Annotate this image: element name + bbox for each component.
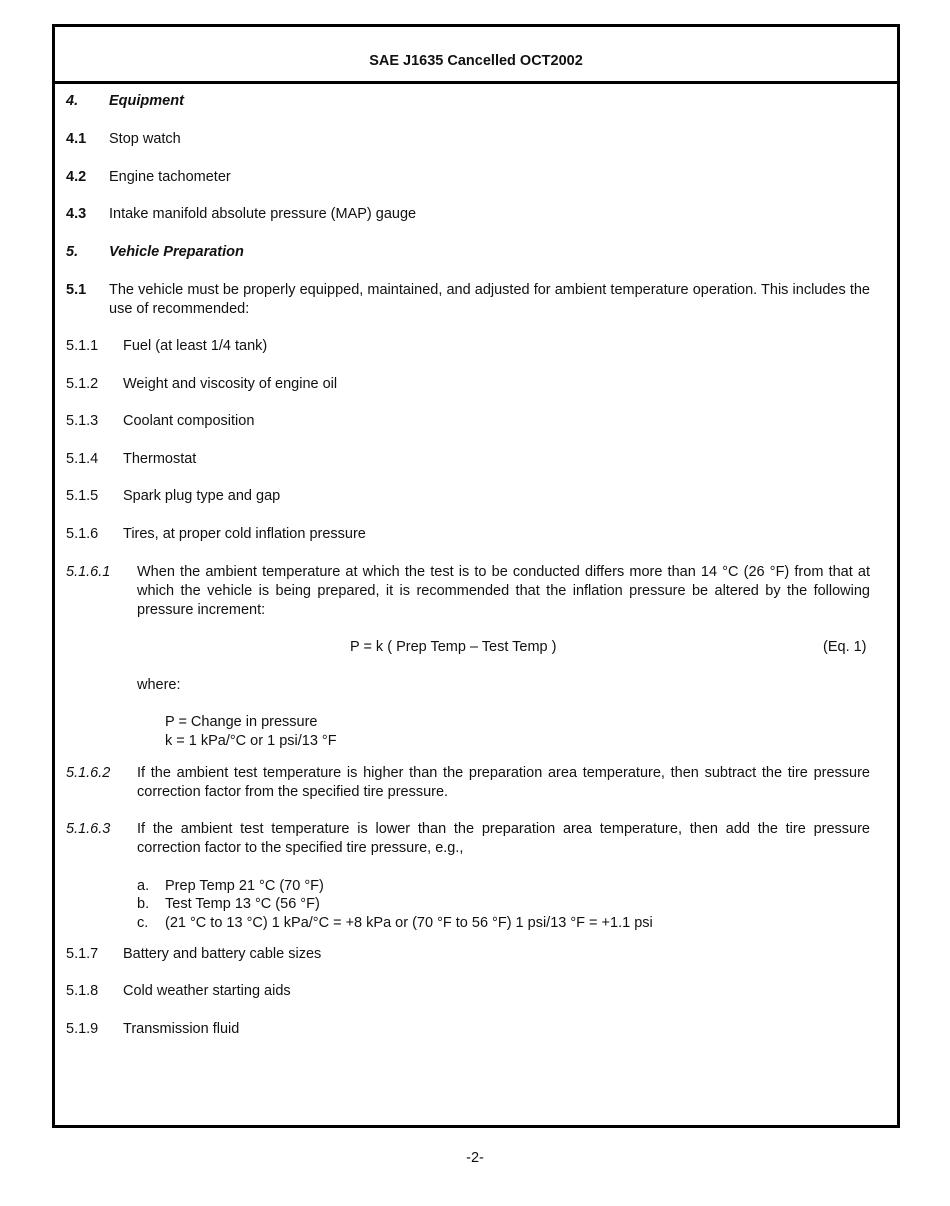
item-5-1-5-number: 5.1.5 [66, 488, 99, 504]
item-5-1-3-text: Coolant composition [123, 413, 255, 429]
item-5-1-6-text: Tires, at proper cold inflation pressure [123, 526, 366, 542]
where-label: where: [137, 677, 181, 693]
item-5-1-3-number: 5.1.3 [66, 413, 99, 429]
item-5-1-6-2-text: If the ambient test temperature is higher than the preparation area temperature, then subtract the tire pressure correction factor from the specified tire pressure. [137, 765, 870, 800]
where-definition-p: P = Change in pressure [165, 714, 318, 730]
item-5-1-2-text: Weight and viscosity of engine oil [123, 376, 338, 392]
item-5-1-8-number: 5.1.8 [66, 983, 99, 999]
item-5-1-7-text: Battery and battery cable sizes [123, 946, 322, 962]
equation-label: (Eq. 1) [823, 639, 867, 655]
item-4-1-number: 4.1 [66, 131, 87, 147]
item-5-1-number: 5.1 [66, 282, 87, 298]
item-5-1-8-text: Cold weather starting aids [123, 983, 291, 999]
item-4-2-text: Engine tachometer [109, 169, 231, 185]
item-5-1-6-3-number: 5.1.6.3 [66, 821, 111, 837]
item-4-3-number: 4.3 [66, 206, 87, 222]
item-5-1-1-text: Fuel (at least 1/4 tank) [123, 338, 268, 354]
section-4-number: 4. [66, 93, 79, 109]
list-mark-b: b. [137, 896, 150, 912]
item-5-1-6-2-number: 5.1.6.2 [66, 765, 111, 781]
item-4-3-text: Intake manifold absolute pressure (MAP) gauge [109, 206, 417, 222]
item-5-1-9-number: 5.1.9 [66, 1021, 99, 1037]
page-number: -2- [466, 1150, 484, 1166]
where-definition-k: k = 1 kPa/°C or 1 psi/13 °F [165, 733, 337, 749]
section-5-number: 5. [66, 244, 79, 260]
document-title: SAE J1635 Cancelled OCT2002 [369, 53, 583, 69]
item-5-1-2-number: 5.1.2 [66, 376, 99, 392]
equation: P = k ( Prep Temp – Test Temp ) [350, 639, 557, 655]
item-5-1-6-1-text: When the ambient temperature at which the test is to be conducted differs more than 14 °C (26 °F) from that at which the vehicle is being prepared, it is recommended that the inflation pressure be altered by the following pressure increment: [137, 564, 870, 618]
item-5-1-5-text: Spark plug type and gap [123, 488, 281, 504]
list-item-b: Test Temp 13 °C (56 °F) [165, 896, 320, 912]
item-5-1-4-text: Thermostat [123, 451, 197, 467]
section-4-title: Equipment [109, 93, 184, 109]
item-5-1-6-3-text: If the ambient test temperature is lower than the preparation area temperature, then add the tire pressure correction factor to the specified tire pressure, e.g., [137, 821, 870, 856]
item-5-1-4-number: 5.1.4 [66, 451, 99, 467]
item-5-1-9-text: Transmission fluid [123, 1021, 240, 1037]
page-header [55, 27, 897, 84]
item-5-1-1-number: 5.1.1 [66, 338, 99, 354]
item-5-1-6-1-number: 5.1.6.1 [66, 564, 111, 580]
list-item-c: (21 °C to 13 °C) 1 kPa/°C = +8 kPa or (70 °F to 56 °F) 1 psi/13 °F = +1.1 psi [165, 915, 653, 931]
item-5-1-7-number: 5.1.7 [66, 946, 99, 962]
item-5-1-text: The vehicle must be properly equipped, maintained, and adjusted for ambient temperature operation. This includes the use of recommended: [109, 282, 870, 317]
list-item-a: Prep Temp 21 °C (70 °F) [165, 878, 324, 894]
item-4-2-number: 4.2 [66, 169, 87, 185]
list-mark-c: c. [137, 915, 149, 931]
item-5-1-6-number: 5.1.6 [66, 526, 99, 542]
item-4-1-text: Stop watch [109, 131, 181, 147]
list-mark-a: a. [137, 878, 150, 894]
section-5-title: Vehicle Preparation [109, 244, 244, 260]
